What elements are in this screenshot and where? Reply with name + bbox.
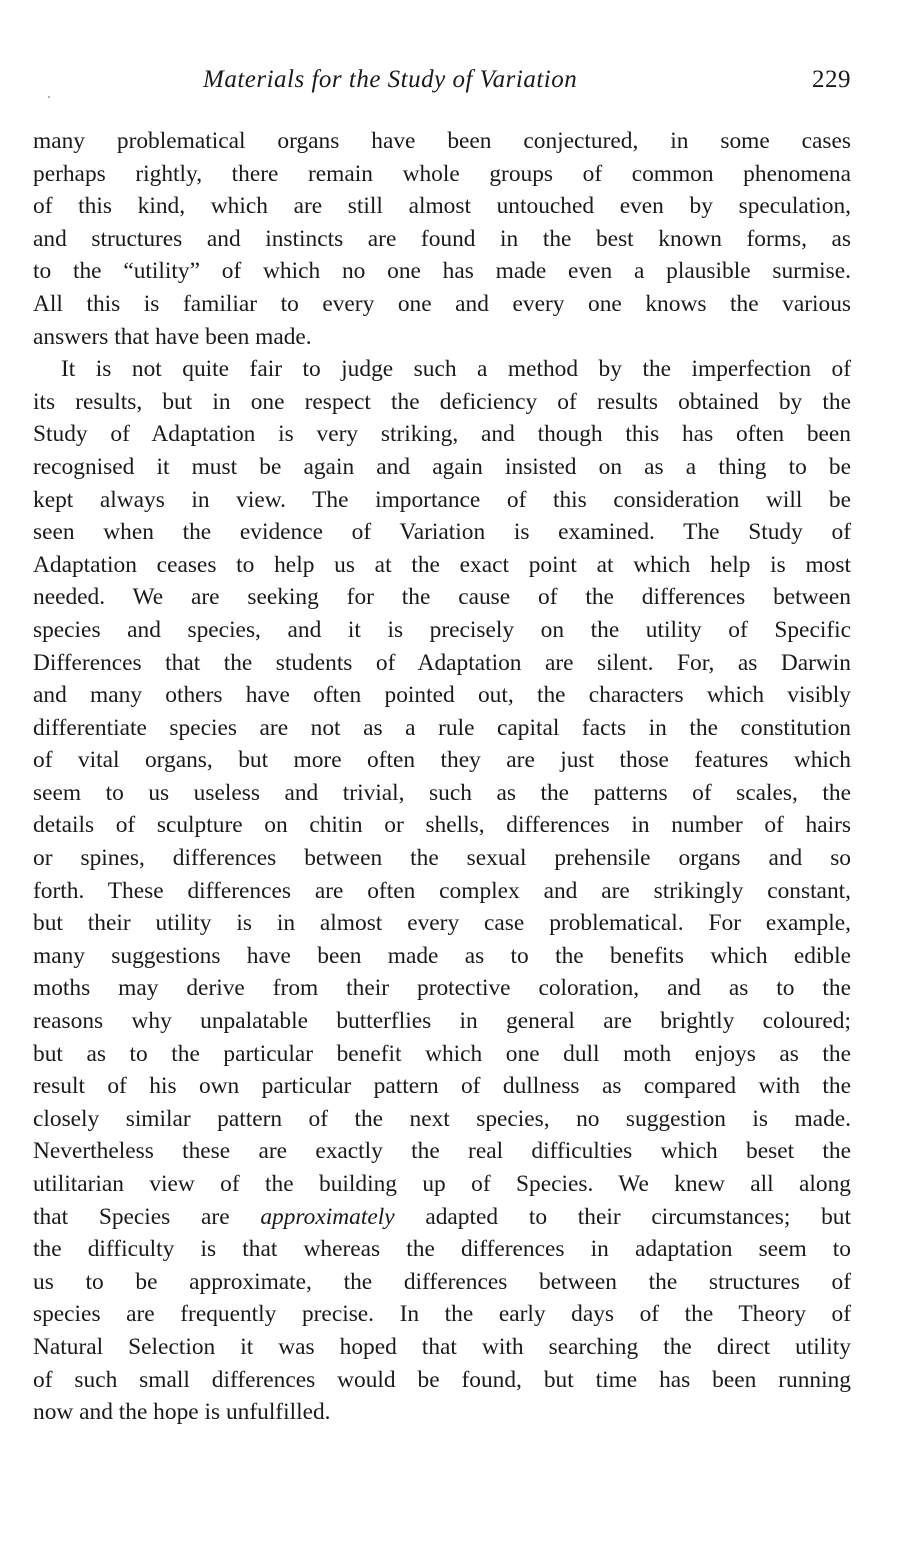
text-line: of such small differences would be found, but time has been running: [33, 1366, 851, 1393]
running-title: Materials for the Study of Variation: [203, 66, 578, 93]
text-line: of vital organs, but more often they are just those features which: [33, 747, 851, 774]
italic-line-before: that Species are: [33, 1203, 261, 1230]
body-text: [33, 125, 851, 1429]
text-line: seem to us useless and trivial, such as the patterns of scales, the: [33, 779, 851, 806]
text-line: answers that have been made.: [33, 323, 312, 350]
text-line: moths may derive from their protective coloration, and as to the: [33, 975, 851, 1002]
text-line: seen when the evidence of Variation is examined. The Study of: [33, 519, 851, 546]
text-line: species are frequently precise. In the early days of the Theory of: [33, 1301, 851, 1328]
text-line: All this is familiar to every one and every one knows the various: [33, 290, 851, 317]
running-head: [33, 66, 851, 102]
text-line: and structures and instincts are found in the best known forms, as: [33, 225, 851, 252]
text-line: many suggestions have been made as to the benefits which edible: [33, 942, 851, 969]
text-line: but their utility is in almost every case problematical. For example,: [33, 910, 851, 937]
text-line: reasons why unpalatable butterflies in general are brightly coloured;: [33, 1008, 851, 1035]
paragraph-1: [33, 125, 851, 353]
text-line: Natural Selection it was hoped that with searching the direct utility: [33, 1333, 851, 1360]
text-line: details of sculpture on chitin or shells, differences in number of hairs: [33, 812, 851, 839]
text-line: us to be approximate, the differences between the structures of: [33, 1268, 851, 1295]
text-line: or spines, differences between the sexual prehensile organs and so: [33, 845, 851, 872]
text-line: many problematical organs have been conjectured, in some cases: [33, 128, 851, 154]
text-line: utilitarian view of the building up of Species. We knew all along: [33, 1171, 851, 1197]
paragraph-2: [33, 353, 851, 1429]
text-line: but as to the particular benefit which one dull moth enjoys as the: [33, 1040, 851, 1067]
text-line: species and species, and it is precisely on the utility of Specific: [33, 616, 851, 643]
stray-ink-mark: [48, 96, 50, 98]
text-line: Nevertheless these are exactly the real difficulties which beset the: [33, 1138, 851, 1165]
text-line: of this kind, which are still almost untouched even by speculation,: [33, 193, 851, 220]
text-line: now and the hope is unfulfilled.: [33, 1399, 331, 1426]
italic-line-after: adapted to their circumstances; but: [394, 1203, 852, 1230]
italic-emphasis: approximately: [260, 1203, 395, 1230]
page-number: 229: [812, 66, 851, 93]
text-line: closely similar pattern of the next species, no suggestion is made.: [33, 1105, 851, 1132]
text-line: forth. These differences are often complex and are strikingly constant,: [33, 877, 851, 904]
text-line: recognised it must be again and again insisted on as a thing to be: [33, 453, 851, 480]
text-line: and many others have often pointed out, the characters which visibly: [33, 682, 851, 709]
text-line-with-italic: [33, 1201, 851, 1234]
text-line: the difficulty is that whereas the differences in adaptation seem to: [33, 1236, 851, 1263]
text-line: Differences that the students of Adaptation are silent. For, as Darwin: [33, 649, 851, 676]
text-line: needed. We are seeking for the cause of the differences between: [33, 584, 851, 611]
text-line: differentiate species are not as a rule capital facts in the constitution: [33, 714, 851, 741]
text-line: its results, but in one respect the deficiency of results obtained by the: [33, 388, 851, 415]
text-line: kept always in view. The importance of this consideration will be: [33, 486, 851, 513]
text-line: perhaps rightly, there remain whole groups of common phenomena: [33, 160, 851, 187]
text-line: It is not quite fair to judge such a method by the imperfection of: [61, 356, 851, 383]
text-line: Study of Adaptation is very striking, and though this has often been: [33, 421, 851, 448]
text-line: result of his own particular pattern of dullness as compared with the: [33, 1073, 851, 1100]
text-line: Adaptation ceases to help us at the exact point at which help is most: [33, 551, 851, 578]
text-line: to the “utility” of which no one has made even a plausible surmise.: [33, 258, 851, 285]
